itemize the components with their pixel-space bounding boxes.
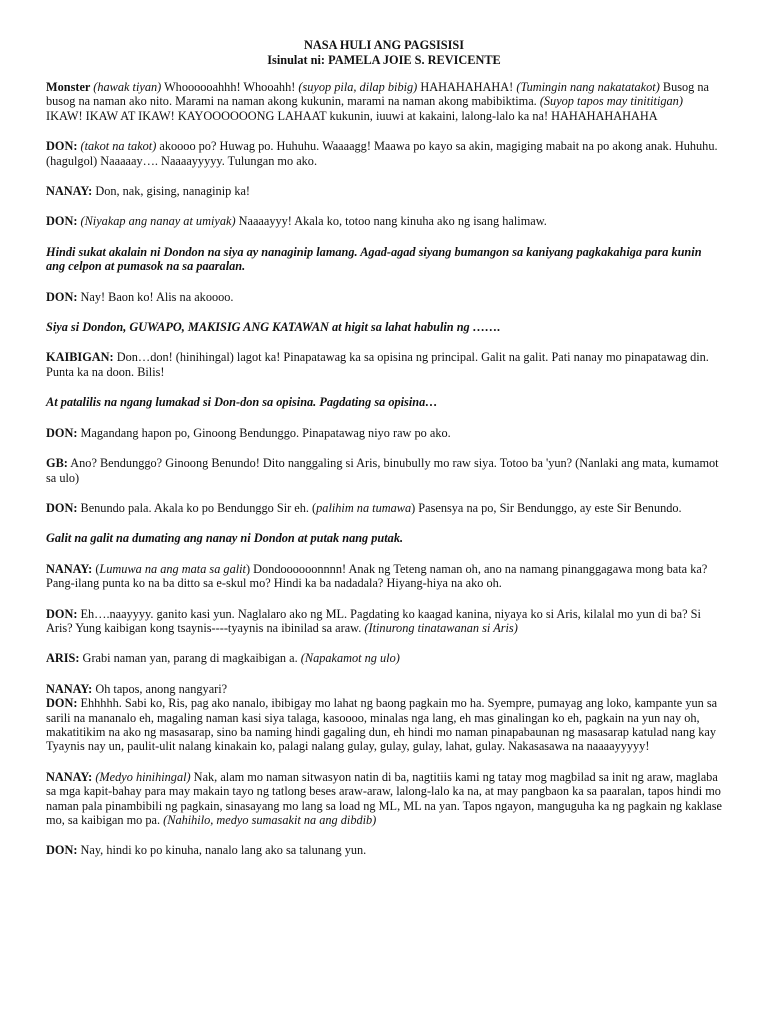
stage-direction: (suyop pila, dilap bibig) — [298, 80, 418, 94]
speaker-name: DON: — [46, 214, 81, 229]
stage-direction: (Itinurong tinatawanan si Aris) — [364, 620, 518, 635]
dialogue-text: ) Dondoooooonnnn! Anak ng Teteng naman oh, ano na namang pinanggagawa mong bata ka? Pang-ilang punta ko na ba ditto sa e-skul mo? Hindi ka ba nadadala? Hiyang-hiya na ako oh. — [46, 561, 708, 591]
narration-paragraph — [46, 395, 722, 409]
document-title: NASA HULI ANG PAGSISISI — [303, 38, 465, 52]
speaker-name: NANAY: — [46, 561, 93, 576]
narration-text: Siya si Dondon, GUWAPO, MAKISIG ANG KATAWAN at higit sa lahat habulin ng ……. — [46, 320, 501, 335]
speaker-name: ARIS: — [46, 651, 80, 666]
dialogue-line — [46, 456, 722, 485]
speaker-name: DON: — [46, 139, 81, 154]
dialogue-line — [46, 562, 722, 591]
dialogue-line — [46, 184, 722, 198]
stage-direction: (Napakamot ng ulo) — [300, 651, 400, 666]
dialogue-text: Nak, alam mo naman sitwasyon natin di ba, nagtitiis kami ng tatay mog magbilad sa init ng araw, maglaba sa mga kapit-bahay para may makain tayo ng tatlong beses araw-araw, lalong-lalo ka na, at may pangbaon ka sa paaralan, tapos hindi mo naman pala pinambibili ng pagkain, sinasayang mo lang sa load ng ML, ML na yan. Tapos ngayon, manguguha ka ng pagkain ng kaklase mo, sa kaibigan mo pa. — [46, 769, 722, 827]
speaker-name: GB: — [46, 456, 68, 471]
stage-direction: (Medyo hinihingal) — [95, 769, 191, 784]
dialogue-text: Nay, hindi ko po kinuha, nanalo lang ako sa talunang yun. — [77, 843, 367, 858]
stage-direction: (Nahihilo, medyo sumasakit na ang dibdib) — [163, 813, 377, 827]
narration-text: At patalilis na ngang lumakad si Don-don sa opisina. Pagdating sa opisina… — [46, 395, 438, 410]
speaker-name: NANAY: — [46, 769, 96, 784]
dialogue-line — [46, 651, 722, 665]
dialogue-line — [46, 696, 722, 754]
dialogue-line — [46, 770, 722, 828]
stage-direction: Lumuwa na ang mata sa galit — [99, 561, 246, 576]
stage-direction: (Tumingin nang nakatatakot) — [516, 80, 660, 94]
stage-direction: (Niyakap ang nanay at umiyak) — [80, 214, 236, 229]
dialogue-line — [46, 501, 722, 515]
speaker-name: DON: — [46, 500, 78, 515]
dialogue-line — [46, 607, 722, 636]
dialogue-text: Eh….naayyyy. ganito kasi yun. Naglalaro ako ng ML. Pagdating ko kaagad kanina, niyaya ko si Aris, kilalal mo yun di ba? Si Aris? Yung kaibigan kong tsaynis----tyaynis na ibinilad sa araw. — [46, 606, 701, 635]
speaker-name: NANAY: — [46, 681, 93, 696]
dialogue-text: Don, nak, gising, nanaginip ka! — [92, 184, 251, 199]
dialogue-line — [46, 843, 722, 857]
narration-text: Hindi sukat akalain ni Dondon na siya ay nanaginip lamang. Agad-agad siyang bumangon sa kaniyang pagkakahiga para kunin ang celpon at pumasok na sa paaralan. — [46, 244, 702, 274]
dialogue-text: Nay! Baon ko! Alis na akoooo. — [77, 289, 234, 304]
dialogue-line — [46, 682, 722, 696]
dialogue-text: ( — [92, 561, 100, 576]
narration-paragraph — [46, 245, 722, 274]
dialogue-text: Busog na busog na naman ako nito. Marami na naman akong kukunin, marami na naman akong mabibiktima. — [46, 80, 710, 109]
narration-text: Galit na galit na dumating ang nanay ni Dondon at putak nang putak. — [46, 531, 404, 546]
stage-direction: palihim na tumawa — [316, 500, 412, 515]
dialogue-line — [46, 290, 722, 304]
stage-direction: (Suyop tapos may tinititigan) — [539, 94, 683, 109]
dialogue-line — [46, 214, 722, 228]
dialogue-text: Naaaayyy! Akala ko, totoo nang kinuha ako ng isang halimaw. — [235, 214, 547, 229]
dialogue-line — [46, 350, 722, 379]
speaker-name: NANAY: — [46, 184, 93, 199]
dialogue-text: Benundo pala. Akala ko po Bendunggo Sir eh. ( — [77, 500, 317, 515]
dialogue-text: Ehhhhh. Sabi ko, Ris, pag ako nanalo, ibibigay mo lahat ng baong pagkain mo ha. Syempre, pumayag ang loko, kampante yun sa sarili na mananalo eh, magaling naman kasi siya talaga, kasoooo, minalas nga lang, eh mas ginalingan ko eh, pagkain na yun nay oh, makatitikim na ako ng masasarap, sino ba naming hindi gagaling dun, eh hindi mo naman pinapabaunan ng masasarap katulad nang kay Tyaynis nay un, paulit-ulit nalang kinakain ko, palagi nalang gulay, gulay, gulay, lahat, gulay. Nakasasawa na naaaayyyyy! — [46, 696, 718, 754]
stage-direction: (takot na takot) — [80, 139, 157, 154]
script-body — [46, 80, 722, 858]
dialogue-text: akoooo po? Huwag po. Huhuhu. Waaaagg! Maawa po kayo sa akin, magiging mabait na po akong anak. Huhuhu. (hagulgol) Naaaaay…. Naaaayyyyy. Tulungan mo ako. — [46, 139, 718, 168]
dialogue-text: HAHAHAHAHA! — [417, 80, 517, 94]
dialogue-text: ) Pasensya na po, Sir Bendunggo, ay este Sir Benundo. — [411, 500, 682, 515]
speaker-name: KAIBIGAN: — [46, 350, 114, 365]
dialogue-text: Whoooooahhh! Whooahh! — [161, 80, 299, 94]
speaker-name: DON: — [46, 843, 78, 858]
stage-direction: (hawak tiyan) — [93, 80, 162, 94]
dialogue-text: IKAW! IKAW AT IKAW! KAYOOOOOONG LAHAAT kukunin, iuuwi at kakaini, lalong-lalo ka na! HAHAHAHAHAHA — [46, 108, 658, 123]
dialogue-text: Magandang hapon po, Ginoong Bendunggo. Pinapatawag niyo raw po ako. — [77, 425, 451, 440]
dialogue-line — [46, 426, 722, 440]
speaker-name: DON: — [46, 425, 78, 440]
speaker-name: DON: — [46, 696, 78, 711]
dialogue-line — [46, 139, 722, 168]
speaker-name: DON: — [46, 606, 78, 621]
author-line: Isinulat ni: PAMELA JOIE S. REVICENTE — [267, 53, 501, 67]
dialogue-text: Ano? Bendunggo? Ginoong Benundo! Dito nanggaling si Aris, binubully mo raw siya. Totoo ba 'yun? (Nanlaki ang mata, kumamot sa ulo) — [46, 456, 719, 485]
narration-paragraph — [46, 320, 722, 334]
narration-paragraph — [46, 531, 722, 545]
dialogue-text: Oh tapos, anong nangyari? — [92, 681, 228, 696]
dialogue-text: Don…don! (hinihingal) lagot ka! Pinapatawag ka sa opisina ng principal. Galit na galit. Pati nanay mo pinapatawag din. Punta ka na doon. Bilis! — [46, 350, 709, 379]
dialogue-line — [46, 80, 722, 123]
speaker-name: Monster — [46, 80, 94, 94]
speaker-name: DON: — [46, 289, 78, 304]
dialogue-text: Grabi naman yan, parang di magkaibigan a. — [79, 651, 301, 666]
